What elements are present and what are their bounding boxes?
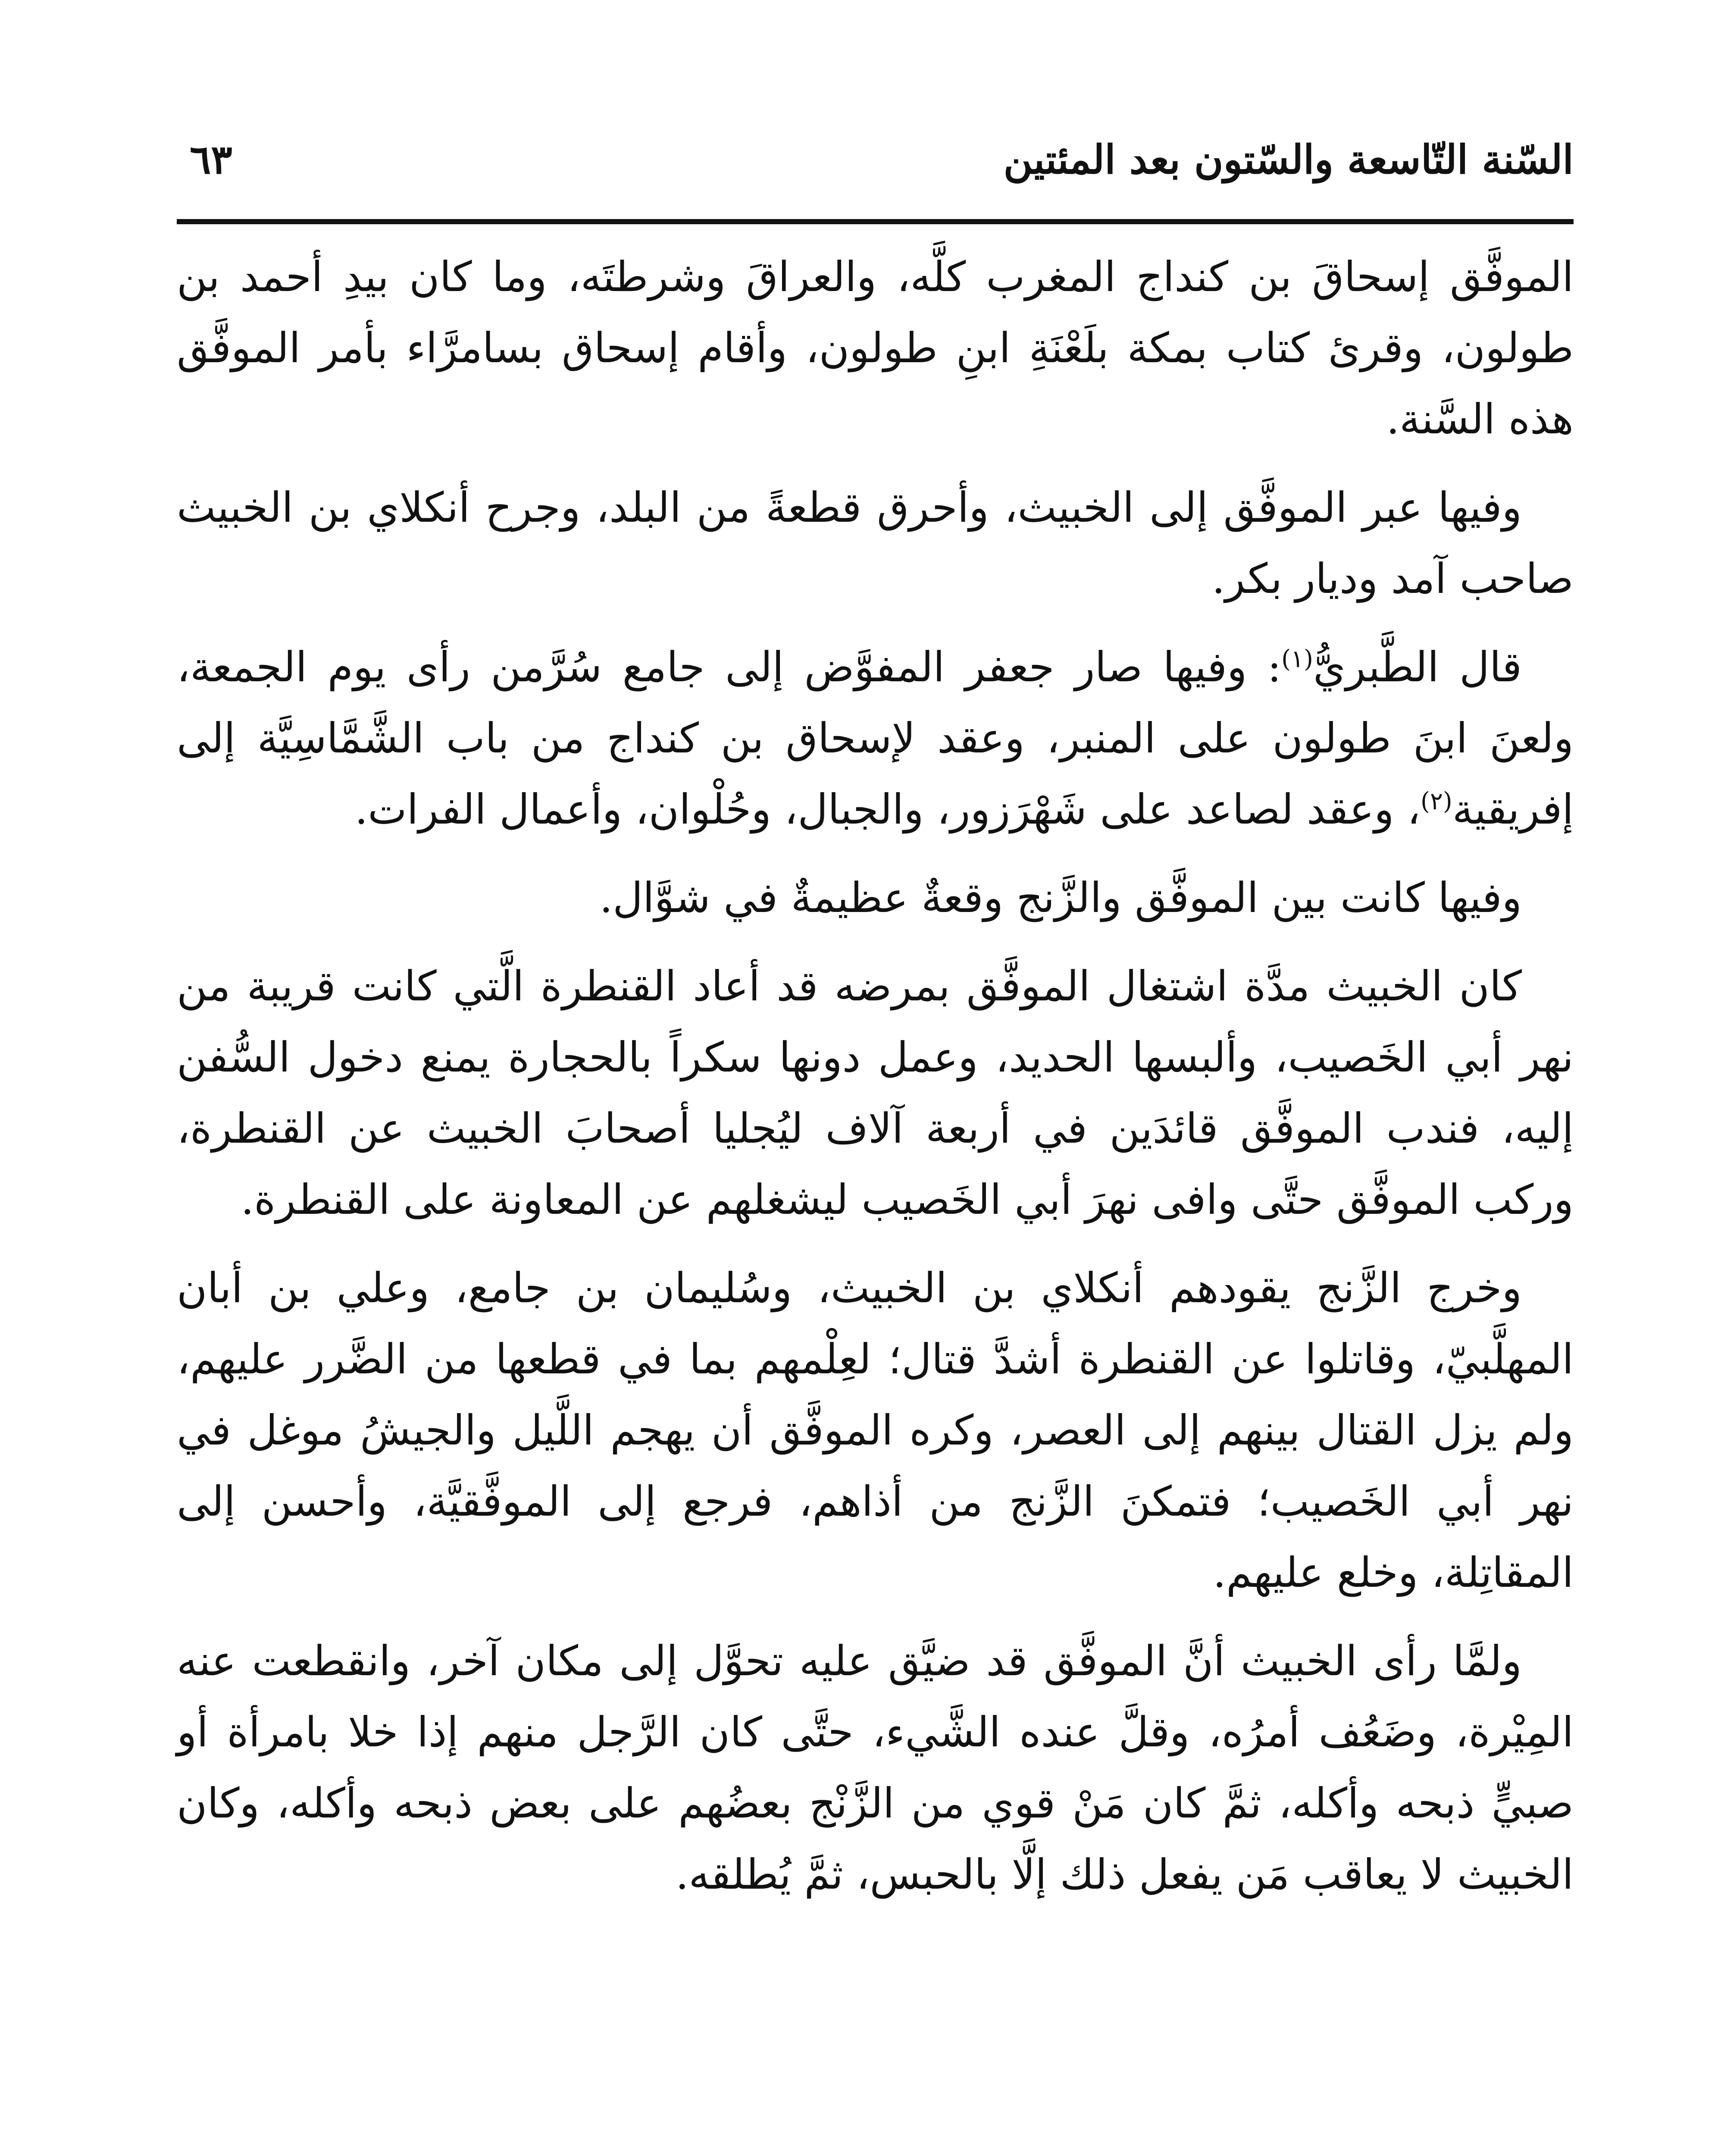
footnote-ref-1: (١) bbox=[1281, 645, 1313, 673]
paragraph-5: كان الخبيث مدَّة اشتغال الموفَّق بمرضه قد أعاد القنطرة الَّتي كانت قريبة من نهر أبي الخَصيب، وألبسها الحديد، وعمل دونها سكراً بالحجارة يمنع دخول السُّفن إليه، فندب الموفَّق قائدَين في أربعة آلاف ليُجليا أصحابَ الخبيث عن القنطرة، وركب الموفَّق حتَّى وافى نهرَ أبي الخَصيب ليشغلهم عن المعاونة على القنطرة. bbox=[177, 962, 1574, 1224]
tabari-text-2: ، وعقد لصاعد على شَهْرَزور، والجبال، وحُلْوان، وأعمال الفرات. bbox=[354, 785, 1421, 834]
tabari-text-1: : وفيها صار جعفر المفوَّض إلى جامع سُرَّمن رأى يوم الجمعة، ولعنَ ابنَ طولون على المنبر، وعقد لإسحاق بن كنداج من باب الشَّمَّاسِيَّة إلى إفريقية bbox=[177, 643, 1574, 834]
paragraph-tabari bbox=[177, 632, 1574, 845]
running-title: السّنة التّاسعة والسّتون بعد المئتين bbox=[1003, 136, 1574, 183]
paragraph-4: وفيها كانت بين الموفَّق والزَّنج وقعةٌ عظيمةٌ في شوَّال. bbox=[599, 874, 1522, 922]
tabari-lead: قال الطَّبريُّ bbox=[1313, 643, 1522, 691]
paragraph-1: الموفَّق إسحاقَ بن كنداج المغرب كلَّه، والعراقَ وشرطتَه، وما كان بيدِ أحمد بن طولون، وقرئ كتاب بمكة بلَعْنَةِ ابنِ طولون، وأقام إسحاق بسامرَّاء بأمر الموفَّق هذه السَّنة. bbox=[177, 253, 1574, 443]
footnote-ref-2: (٢) bbox=[1420, 787, 1452, 815]
paragraph-7: ولمَّا رأى الخبيث أنَّ الموفَّق قد ضيَّق عليه تحوَّل إلى مكان آخر، وانقطعت عنه المِيْرة، وضَعُف أمرُه، وقلَّ عنده الشَّيء، حتَّى كان الرَّجل منهم إذا خلا بامرأة أو صبيٍّ ذبحه وأكله، ثمَّ كان مَنْ قوي من الزَّنْج بعضُهم على بعض ذبحه وأكله، وكان الخبيث لا يعاقب مَن يفعل ذلك إلَّا بالحبس، ثمَّ يُطلقه. bbox=[177, 1637, 1574, 1899]
page-number: ٦٣ bbox=[190, 136, 232, 183]
header-divider bbox=[177, 219, 1574, 224]
paragraph-2: وفيها عبر الموفَّق إلى الخبيث، وأحرق قطعةً من البلد، وجرح أنكلاي بن الخبيث صاحب آمد وديار بكر. bbox=[177, 483, 1574, 603]
page-header bbox=[177, 129, 1574, 190]
paragraph-6: وخرج الزَّنج يقودهم أنكلاي بن الخبيث، وسُليمان بن جامع، وعلي بن أبان المهلَّبيّ، وقاتلوا عن القنطرة أشدَّ قتال؛ لعِلْمهم بما في قطعها من الضَّرر عليهم، ولم يزل القتال بينهم إلى العصر، وكره الموفَّق أن يهجم اللَّيل والجيشُ موغل في نهر أبي الخَصيب؛ فتمكنَ الزَّنج من أذاهم، فرجع إلى الموفَّقيَّة، وأحسن إلى المقاتِلة، وخلع عليهم. bbox=[177, 1264, 1574, 1597]
body-text bbox=[177, 241, 1574, 1927]
